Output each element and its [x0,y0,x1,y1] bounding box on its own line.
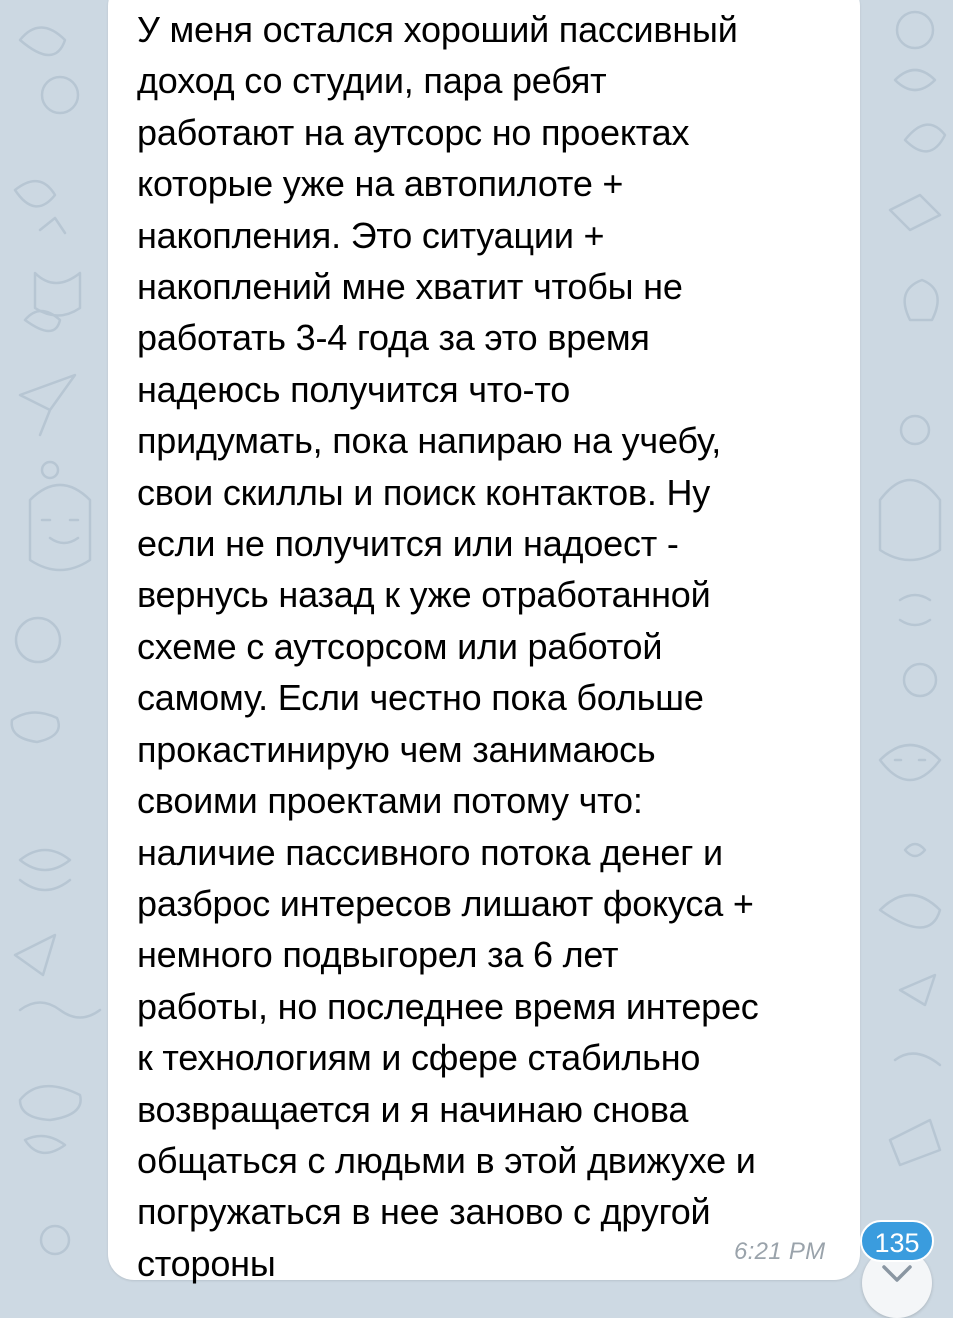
message-line: своими проектами потому что: [137,780,643,822]
message-line: прокастинирую чем занимаюсь [137,728,656,770]
message-text [137,4,849,1289]
message-line: вернусь назад к уже отработанной [137,574,711,616]
message-line: которые уже на автопилоте + [137,163,624,205]
message-line: разброс интересов лишают фокуса + [137,882,754,924]
message-line: придумать, пока напираю на учебу, [137,420,721,462]
message-line: возвращается и я начинаю снова [137,1088,689,1130]
message-line: схеме с аутсорсом или работой [137,625,663,667]
message-line: У меня остался хороший пассивный [137,9,738,50]
message-line: надеюсь получится что-то [137,368,571,410]
message-line: самому. Если честно пока больше [137,677,704,719]
message-line: общаться с людьми в этой движухе и [137,1139,756,1181]
message-timestamp: 6:21 PM [734,1238,826,1265]
message-line: погружаться в нее заново с другой [137,1191,711,1233]
message-line: наличие пассивного потока денег и [137,831,723,873]
message-line: к технологиям и сфере стабильно [137,1037,701,1079]
message-line: немного подвыгорел за 6 лет [137,934,619,976]
chevron-down-icon [881,1264,913,1284]
message-line: работают на аутсорс но проектах [137,111,690,153]
unread-count-badge[interactable]: 135 [860,1220,934,1262]
message-line: работать 3-4 года за это время [137,317,650,359]
message-line: накоплений мне хватит чтобы не [137,266,683,308]
message-line: стороны [137,1242,276,1284]
message-line: свои скиллы и поиск контактов. Ну [137,471,711,513]
message-line: доход со студии, пара ребят [137,60,607,102]
message-line: накопления. Это ситуации + [137,214,605,256]
message-line: работы, но последнее время интерес [137,985,759,1027]
message-line: если не получится или надоест - [137,523,679,565]
